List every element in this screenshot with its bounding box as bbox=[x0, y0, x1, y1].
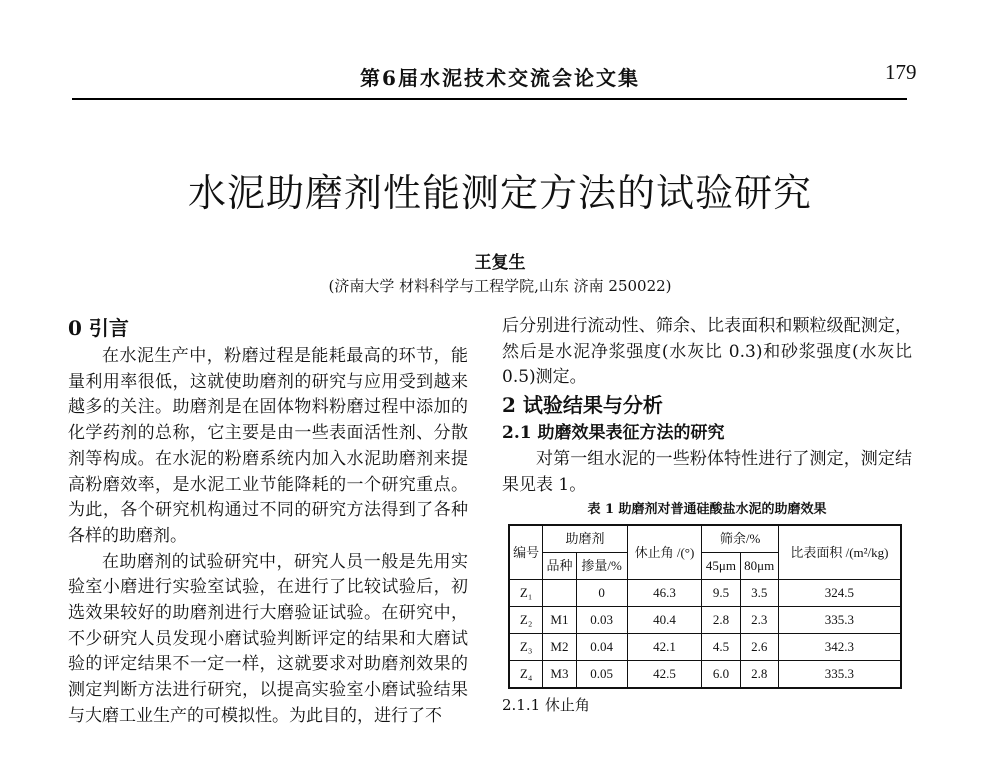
intro-paragraph-2: 在助磨剂的试验研究中，研究人员一般是先用实验室小磨进行实验室试验，在进行了比较试验后，初选效果较好的助磨剂进行大磨验证试验。在研究中，不少研究人员发现小磨试验判断评定的结果和大磨试验的评定结果不一定一样，这就要求对助磨剂效果的测定判断方法进行研究，以提高实验室小磨试验结果与大磨工业生产的可模拟性。为此目的，进行了不 bbox=[68, 551, 468, 726]
cell-type: M1 bbox=[543, 607, 576, 634]
section-2-1-heading: 2.1 助磨效果表征方法的研究 bbox=[502, 423, 725, 444]
table-row bbox=[509, 607, 901, 634]
cell-ssa: 342.3 bbox=[778, 634, 901, 661]
running-header: 第6届水泥技术交流会论文集 bbox=[360, 66, 640, 90]
cell-r80: 2.6 bbox=[740, 634, 778, 661]
cell-type bbox=[543, 580, 576, 607]
section-2-1-paragraph: 对第一组水泥的一些粉体特性进行了测定，测定结果见表 1。 bbox=[502, 448, 912, 495]
cell-ssa: 324.5 bbox=[778, 580, 901, 607]
th-ssa: 比表面积 /(m²/kg) bbox=[778, 525, 901, 580]
table-row bbox=[509, 580, 901, 607]
th-r80: 80μm bbox=[740, 553, 778, 580]
page-number: 179 bbox=[885, 60, 917, 84]
affiliation: (济南大学 材料科学与工程学院,山东 济南 250022) bbox=[328, 277, 672, 295]
cell-r45: 4.5 bbox=[702, 634, 740, 661]
cell-dose: 0 bbox=[576, 580, 627, 607]
cell-dose: 0.03 bbox=[576, 607, 627, 634]
section-2-1-1-heading: 2.1.1 休止角 bbox=[502, 696, 590, 715]
cell-id: Z₃ bbox=[509, 634, 543, 661]
intro-paragraph-1: 在水泥生产中，粉磨过程是能耗最高的环节，能量利用率很低，这就使助磨剂的研究与应用受到越来越多的关注。助磨剂是在固体物料粉磨过程中添加的化学药剂的总称，它主要是由一些表面活性剂、分散剂等构成。在水泥的粉磨系统内加入水泥助磨剂来提高粉磨效率，是水泥工业节能降耗的一个研究重点。为此，各个研究机构通过不同的研究方法得到了各种各样的助磨剂。 bbox=[68, 346, 468, 546]
cell-angle: 46.3 bbox=[627, 580, 702, 607]
cell-angle: 42.5 bbox=[627, 661, 702, 689]
cell-r80: 3.5 bbox=[740, 580, 778, 607]
cell-r45: 9.5 bbox=[702, 580, 740, 607]
section-2-heading: 2 试验结果与分析 bbox=[502, 393, 663, 418]
th-agent-type: 品种 bbox=[543, 553, 576, 580]
section-0-heading: 0 引言 bbox=[68, 316, 129, 340]
cell-type: M2 bbox=[543, 634, 576, 661]
cell-r45: 2.8 bbox=[702, 607, 740, 634]
cell-id: Z₁ bbox=[509, 580, 543, 607]
th-angle: 休止角 /(°) bbox=[627, 525, 702, 580]
th-r45: 45μm bbox=[702, 553, 740, 580]
th-agent: 助磨剂 bbox=[543, 525, 627, 553]
table-1-caption: 表 1 助磨剂对普通硅酸盐水泥的助磨效果 bbox=[587, 502, 827, 518]
cell-angle: 40.4 bbox=[627, 607, 702, 634]
th-agent-dose: 掺量/% bbox=[576, 553, 627, 580]
cell-angle: 42.1 bbox=[627, 634, 702, 661]
th-id: 编号 bbox=[509, 525, 543, 580]
header-rule bbox=[72, 98, 907, 100]
cell-ssa: 335.3 bbox=[778, 607, 901, 634]
left-column bbox=[68, 314, 468, 730]
author: 王复生 bbox=[474, 253, 526, 273]
cell-type: M3 bbox=[543, 661, 576, 689]
cell-dose: 0.04 bbox=[576, 634, 627, 661]
continued-paragraph: 后分别进行流动性、筛余、比表面积和颗粒级配测定，然后是水泥净浆强度(水灰比 0.3)和砂浆强度(水灰比 0.5)测定。 bbox=[502, 316, 912, 388]
cell-r80: 2.3 bbox=[740, 607, 778, 634]
table-row bbox=[509, 634, 901, 661]
right-column bbox=[502, 314, 912, 719]
table-row bbox=[509, 661, 901, 689]
cell-id: Z₄ bbox=[509, 661, 543, 689]
cell-r45: 6.0 bbox=[702, 661, 740, 689]
table-1 bbox=[508, 524, 902, 689]
th-residue: 筛余/% bbox=[702, 525, 779, 553]
cell-dose: 0.05 bbox=[576, 661, 627, 689]
cell-id: Z₂ bbox=[509, 607, 543, 634]
paper-title: 水泥助磨剂性能测定方法的试验研究 bbox=[187, 171, 812, 215]
cell-r80: 2.8 bbox=[740, 661, 778, 689]
cell-ssa: 335.3 bbox=[778, 661, 901, 689]
